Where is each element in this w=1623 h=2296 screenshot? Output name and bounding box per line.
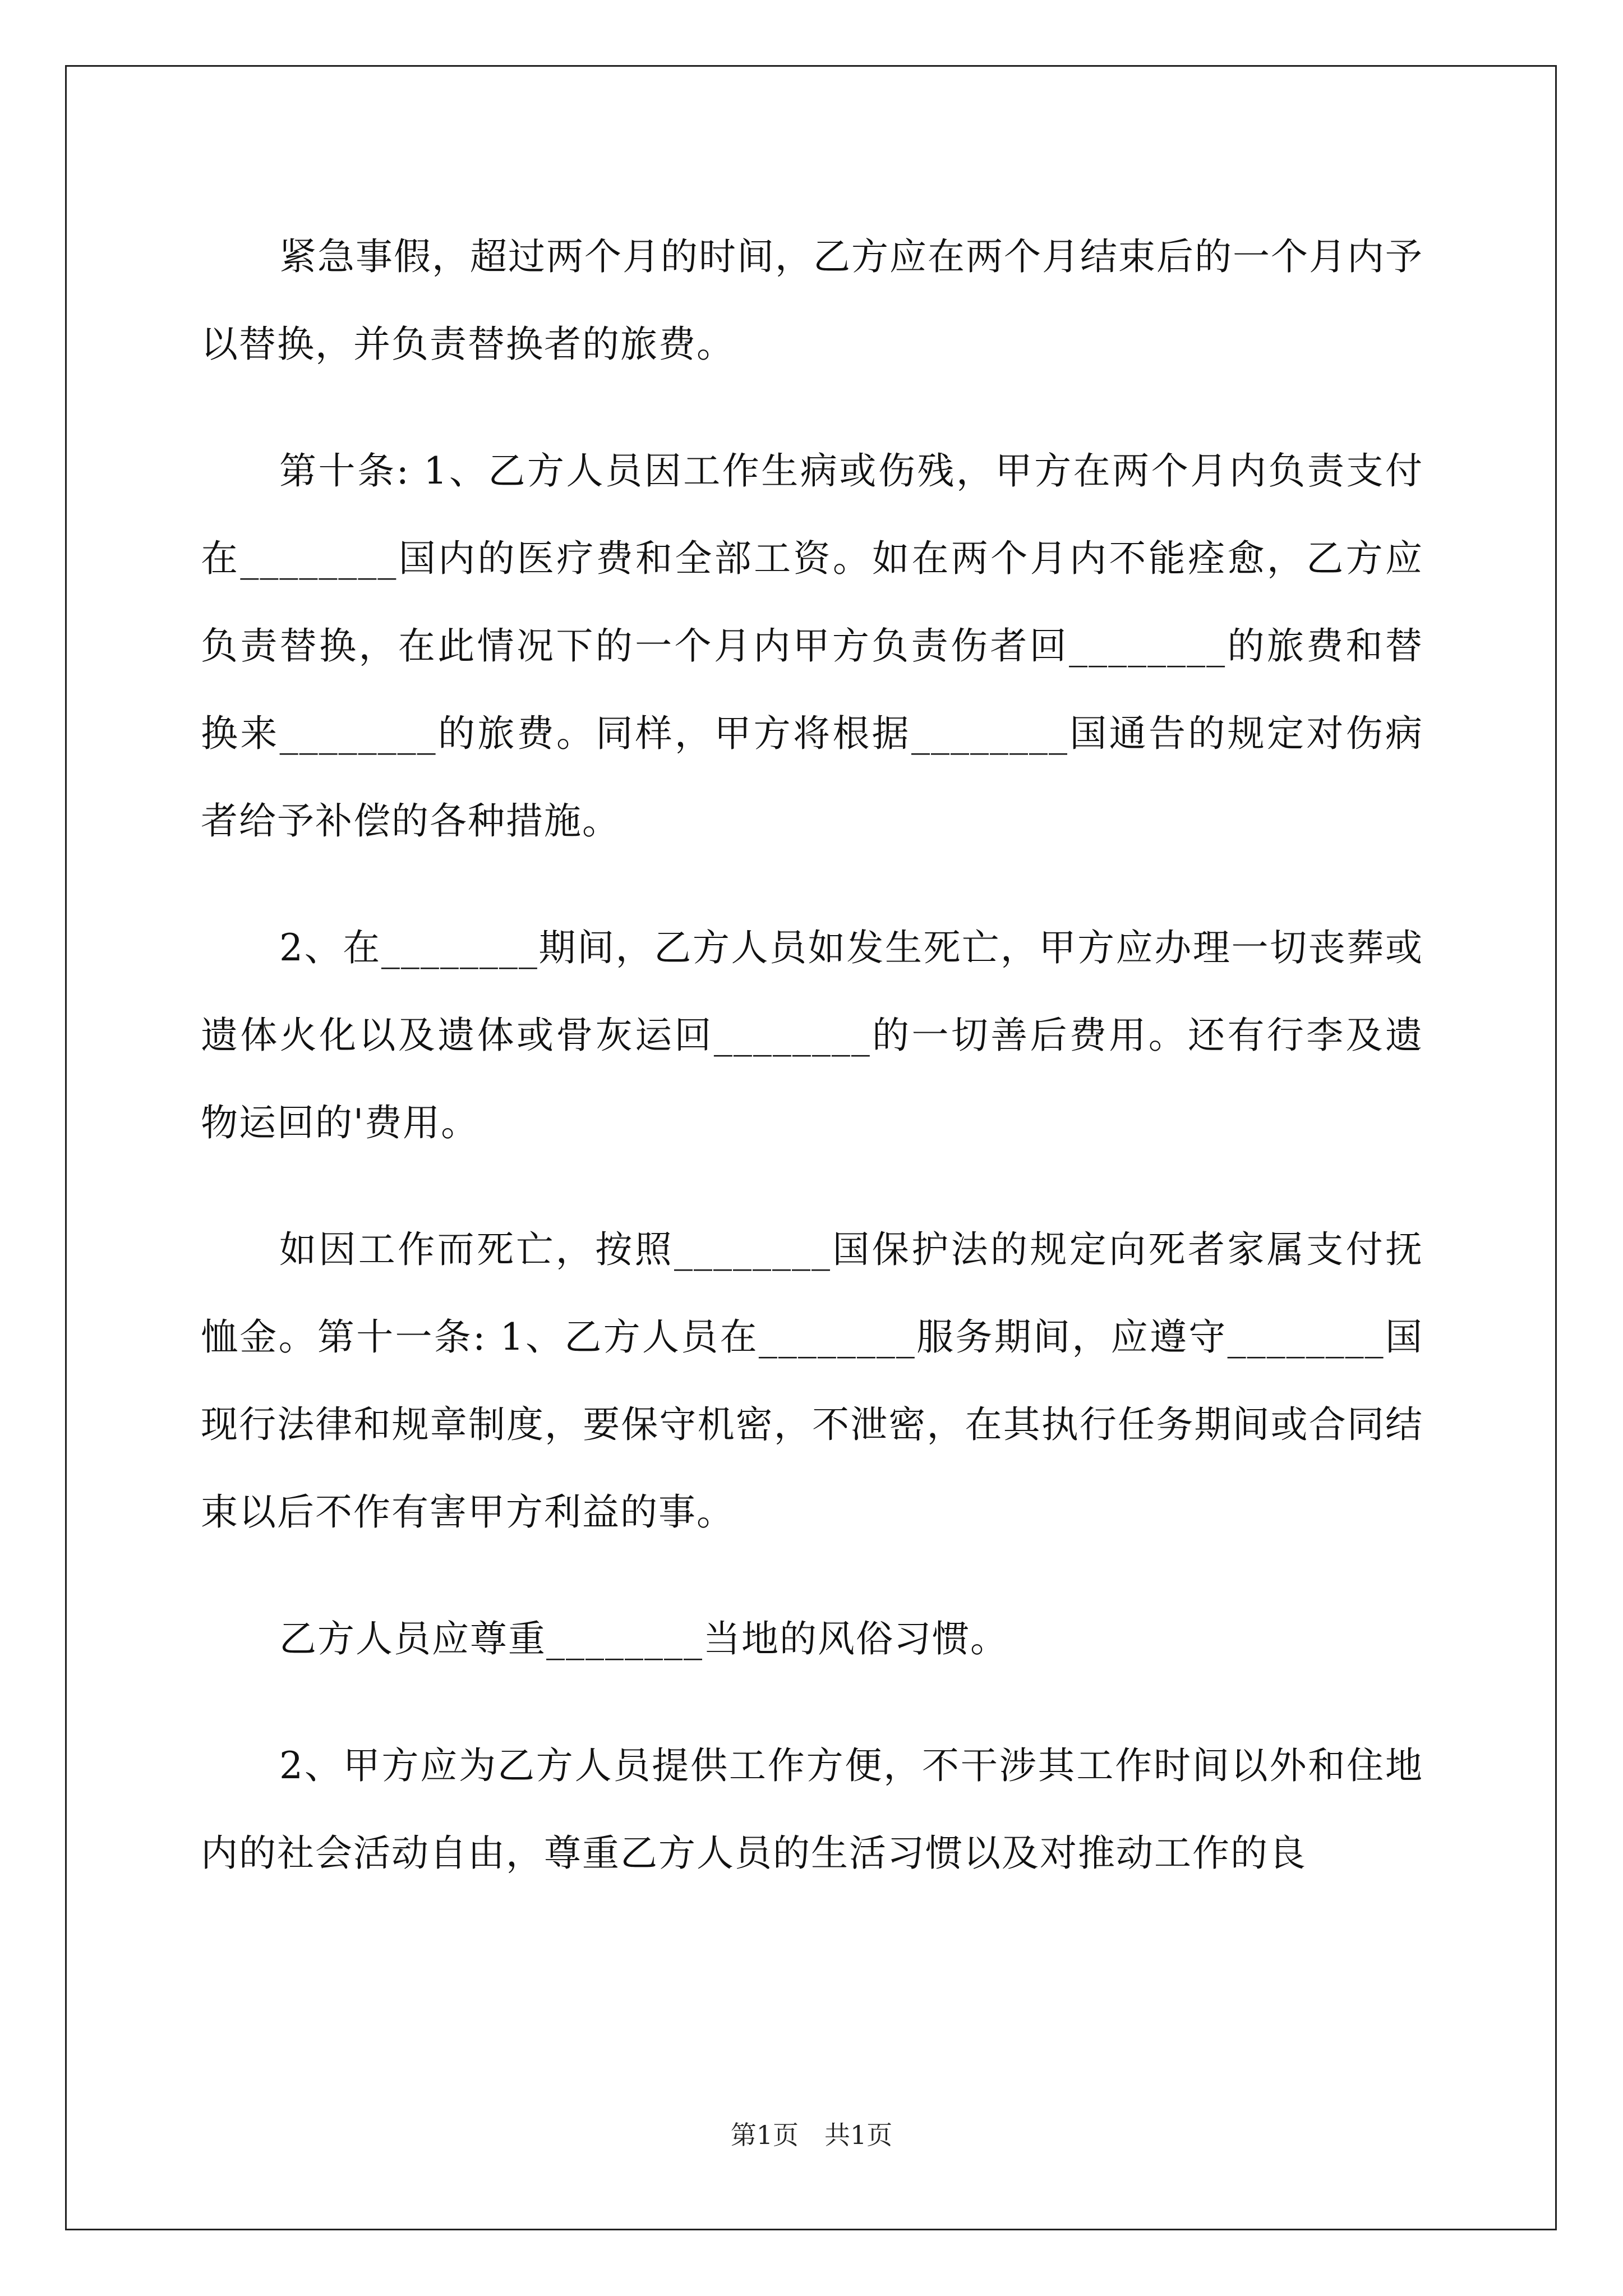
paragraph-4: 如因工作而死亡，按照________国保护法的规定向死者家属支付抚恤金。第十一条: 1、乙方人员在________服务期间，应遵守________国现行法律和规章制度，要保守机密，不泄密，在其执行任务期间或合同结束以后不作有害甲方利益的事。 [201, 1228, 1423, 1534]
paragraph-6: 2、甲方应为乙方人员提供工作方便，不干涉其工作时间以外和住地内的社会活动自由，尊重乙方人员的生活习惯以及对推动工作的良 [201, 1744, 1423, 1875]
document-body [201, 213, 1423, 1897]
paragraph-1: 紧急事假，超过两个月的时间，乙方应在两个月结束后的一个月内予以替换，并负责替换者的旅费。 [201, 235, 1423, 366]
paragraph-2: 第十条: 1、乙方人员因工作生病或伤残，甲方在两个月内负责支付在________国内的医疗费和全部工资。如在两个月内不能痊愈，乙方应负责替换，在此情况下的一个月内甲方负责伤者回________的旅费和替换来________的旅费。同样，甲方将根据________国通告的规定对伤病者给予补偿的各种措施。 [201, 449, 1423, 843]
page-number: 第1页 共1页 [730, 2120, 893, 2150]
paragraph-3: 2、在________期间，乙方人员如发生死亡，甲方应办理一切丧葬或遗体火化以及遗体或骨灰运回________的一切善后费用。还有行李及遗物运回的'费用。 [201, 926, 1423, 1144]
paragraph-5: 乙方人员应尊重________当地的风俗习惯。 [279, 1617, 1008, 1660]
